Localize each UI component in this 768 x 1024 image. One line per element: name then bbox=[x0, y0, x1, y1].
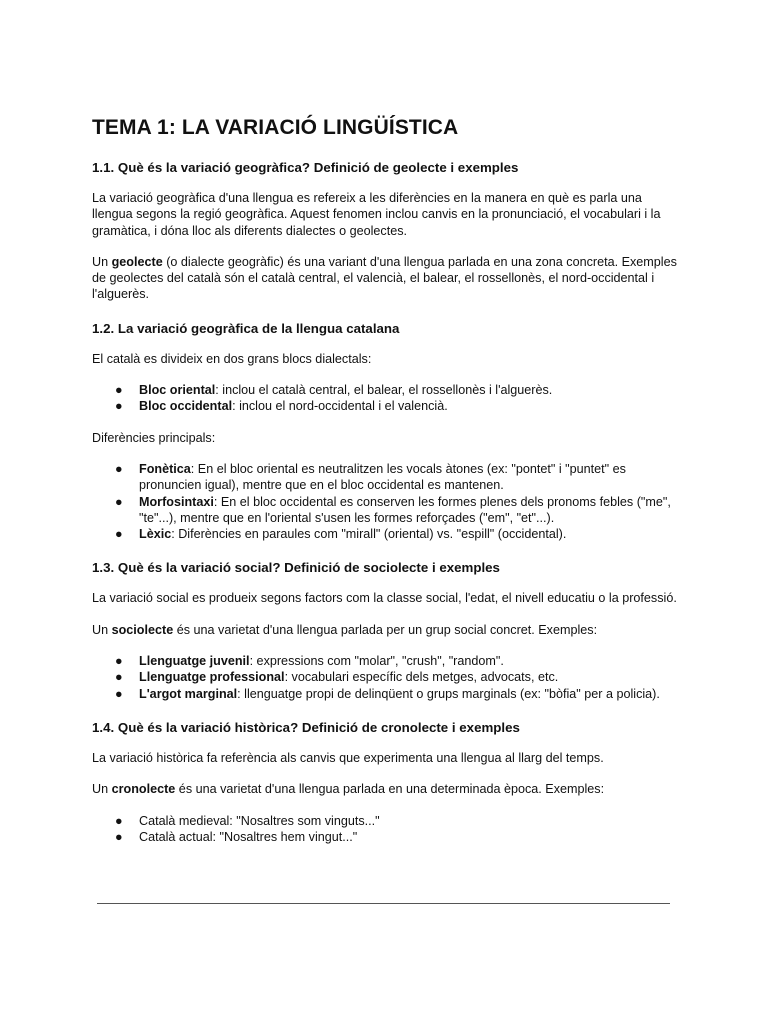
bullet-icon: ● bbox=[115, 383, 123, 398]
term: Bloc occidental bbox=[139, 399, 233, 414]
bullet-icon: ● bbox=[115, 813, 123, 828]
term-cronolecte: cronolecte bbox=[111, 782, 176, 797]
term: Llenguatge juvenil bbox=[139, 654, 250, 669]
text-run: Català medieval: "Nosaltres som vinguts..." bbox=[139, 813, 380, 828]
text-run: Un bbox=[92, 254, 112, 269]
list-item bbox=[115, 382, 682, 398]
list-differences bbox=[92, 461, 682, 542]
bullet-icon: ● bbox=[115, 461, 123, 476]
document-body bbox=[92, 116, 682, 860]
section-heading-1-3: 1.3. Què és la variació social? Definició de sociolecte i exemples bbox=[92, 560, 500, 576]
section-heading-1-4: 1.4. Què és la variació històrica? Definició de cronolecte i exemples bbox=[92, 719, 520, 735]
text-run: : expressions com "molar", "crush", "random". bbox=[249, 654, 504, 669]
text-run: Un bbox=[92, 622, 112, 637]
list-cronolect-examples bbox=[92, 813, 682, 846]
term-geolecte: geolecte bbox=[111, 254, 163, 269]
bullet-icon: ● bbox=[115, 670, 123, 685]
section-heading-1-1: 1.1. Què és la variació geogràfica? Definició de geolecte i exemples bbox=[92, 160, 519, 175]
term: Lèxic bbox=[139, 527, 172, 542]
term: Morfosintaxi bbox=[139, 494, 214, 509]
term: Bloc oriental bbox=[139, 383, 216, 398]
list-item bbox=[115, 461, 682, 494]
list-sociolect-examples bbox=[92, 653, 682, 702]
list-item bbox=[115, 653, 682, 669]
term: Fonètica bbox=[139, 461, 191, 476]
text-run: : inclou el nord-occidental i el valencià. bbox=[232, 399, 448, 414]
bullet-icon: ● bbox=[115, 686, 123, 701]
bullet-icon: ● bbox=[115, 399, 123, 414]
text-run: : Diferències en paraules com "mirall" (oriental) vs. "espill" (occidental). bbox=[171, 527, 567, 542]
text-run: : inclou el català central, el balear, el rossellonès i l'alguerès. bbox=[215, 383, 553, 398]
list-item bbox=[115, 398, 682, 414]
list-item bbox=[115, 526, 682, 542]
bullet-icon: ● bbox=[115, 494, 123, 509]
list-item bbox=[115, 494, 682, 527]
text-run: : En el bloc oriental es neutralitzen les vocals àtones (ex: "pontet" i "puntet" es pronuncien igual), mentre que en el bloc occidental es mantenen. bbox=[139, 461, 626, 493]
text-run: és una varietat d'una llengua parlada per un grup social concret. Exemples: bbox=[173, 622, 598, 637]
text-run: : llenguatge propi de delinqüent o grups marginals (ex: "bòfia" per a policia). bbox=[237, 686, 660, 701]
term: Llenguatge professional bbox=[139, 670, 285, 685]
text-run: (o dialecte geogràfic) és una variant d'una llengua parlada en una zona concreta. Exemples de geolectes del català són el català central, el valencià, el balear, el rossellonès, el nord-occidental i l'alguerès. bbox=[92, 254, 677, 302]
list-dialect-blocks bbox=[92, 382, 682, 415]
document-title: TEMA 1: LA VARIACIÓ LINGÜÍSTICA bbox=[92, 116, 459, 139]
list-item bbox=[115, 829, 682, 845]
text-run: és una varietat d'una llengua parlada en una determinada època. Exemples: bbox=[175, 782, 605, 797]
bullet-icon: ● bbox=[115, 654, 123, 669]
bullet-icon: ● bbox=[115, 829, 123, 844]
term-sociolecte: sociolecte bbox=[111, 622, 174, 637]
text-run: : vocabulari específic dels metges, advocats, etc. bbox=[284, 670, 559, 685]
paragraph-social-variation: La variació social es produeix segons factors com la classe social, l'edat, el nivell educatiu o la professió. bbox=[92, 591, 677, 606]
list-item bbox=[115, 669, 682, 685]
text-run: : En el bloc occidental es conserven les formes plenes dels pronoms febles ("me", "te"...), mentre que en l'oriental s'usen les formes reforçades ("em", "et"...). bbox=[139, 494, 671, 525]
paragraph-geographic-variation: La variació geogràfica d'una llengua es refereix a les diferències en la manera en què es parla una llengua segons la regió geogràfica. Aquest fenomen inclou canvis en la pronunciació, el vocabulari i la gramàtica, i dóna lloc als diferents dialectes o geolectes. bbox=[92, 191, 661, 238]
list-item bbox=[115, 686, 682, 702]
term: L'argot marginal bbox=[139, 686, 238, 701]
section-heading-1-2: 1.2. La variació geogràfica de la llengua catalana bbox=[92, 320, 400, 336]
text-run: Un bbox=[92, 782, 112, 797]
paragraph-blocks-intro: El català es divideix en dos grans blocs dialectals: bbox=[92, 351, 372, 366]
bullet-icon: ● bbox=[115, 527, 123, 542]
text-run: Català actual: "Nosaltres hem vingut..." bbox=[139, 829, 358, 844]
paragraph-historical-variation: La variació històrica fa referència als canvis que experimenta una llengua al llarg del temps. bbox=[92, 750, 604, 765]
paragraph-differences-intro: Diferències principals: bbox=[92, 430, 216, 445]
paragraph-cronolect-definition bbox=[92, 781, 682, 797]
paragraph-sociolect-definition bbox=[92, 622, 682, 638]
list-item bbox=[115, 813, 682, 829]
paragraph-geolect-definition bbox=[92, 254, 682, 303]
horizontal-divider bbox=[97, 903, 670, 904]
